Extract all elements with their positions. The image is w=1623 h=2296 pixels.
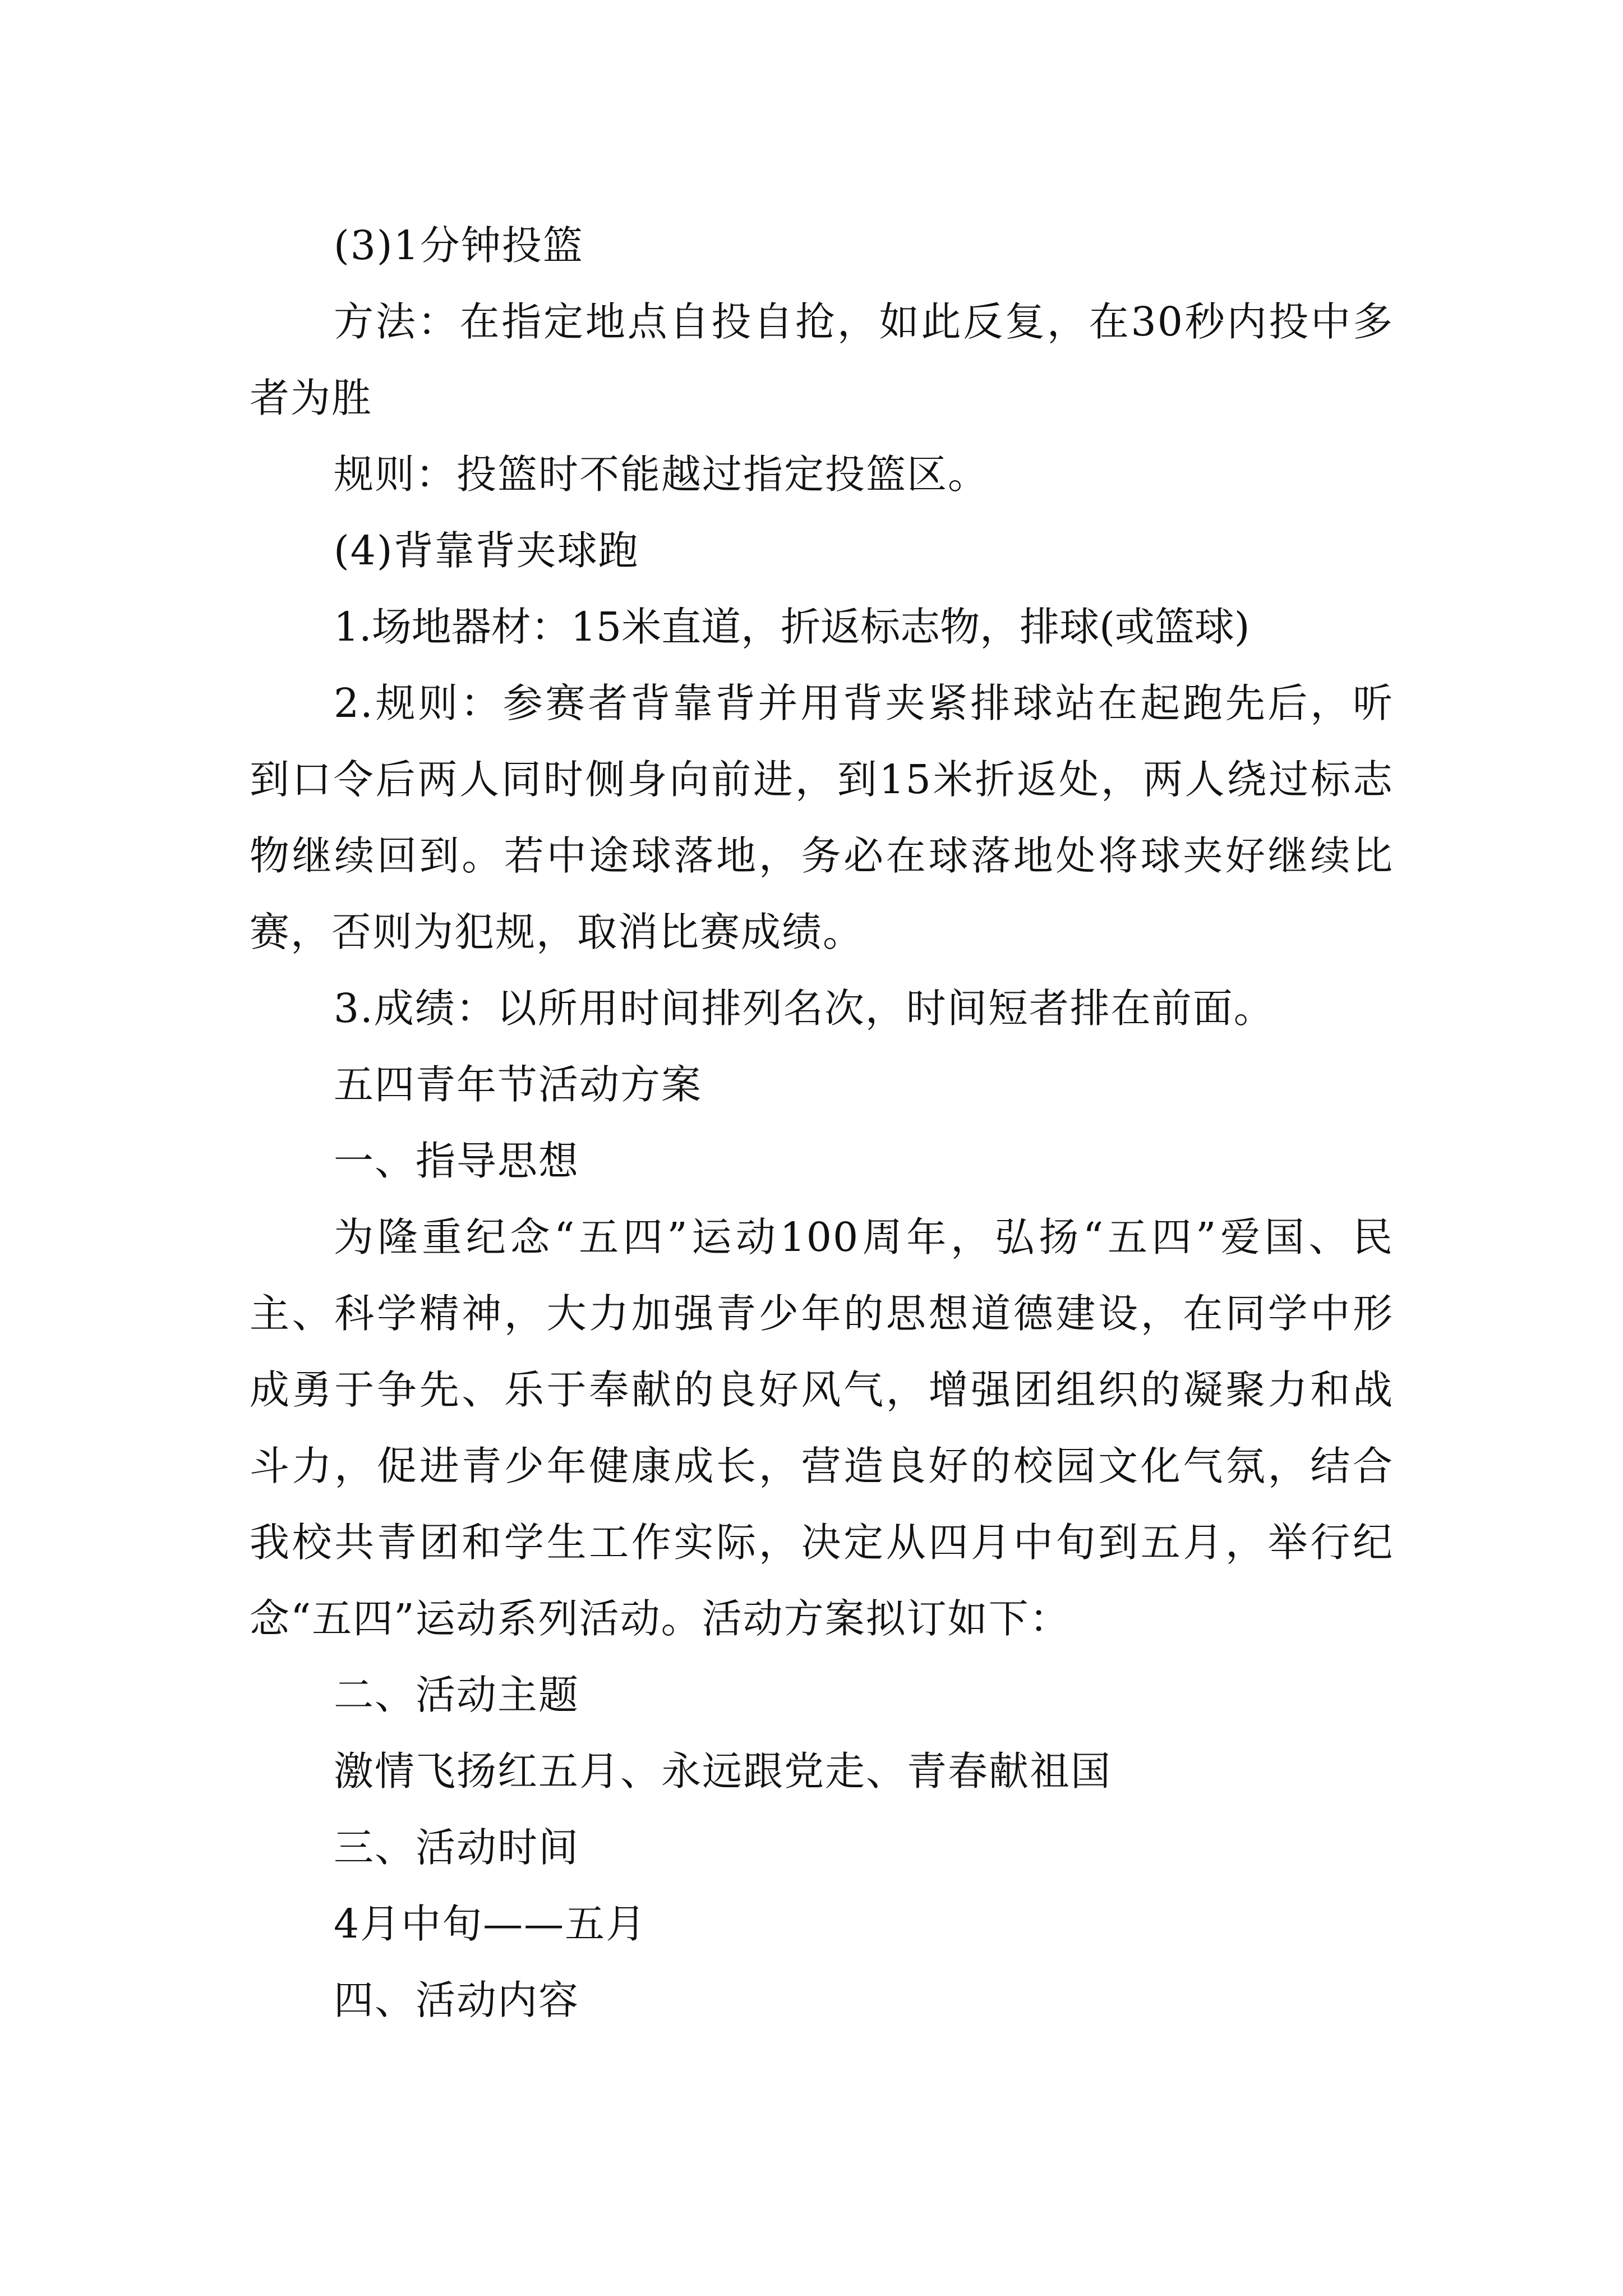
paragraph-equipment: 1.场地器材：15米直道，折返标志物，排球(或篮球) bbox=[334, 604, 1250, 650]
paragraph-theme: 激情飞扬红五月、永远跟党走、青春献祖国 bbox=[334, 1748, 1112, 1795]
paragraph-method: 方法：在指定地点自投自抢，如此反复，在30秒内投中多者为胜 bbox=[250, 298, 1394, 421]
paragraph-guiding-ideology: 为隆重纪念“五四”运动100周年，弘扬“五四”爱国、民主、科学精神，大力加强青少年的思想道德建设，在同学中形成勇于争先、乐于奉献的良好风气，增强团组织的凝聚力和战斗力，促进青少年健康成长，营造良好的校园文化气氛，结合我校共青团和学生工作实际，决定从四月中旬到五月，举行纪念“五四”运动系列活动。活动方案拟订如下： bbox=[250, 1214, 1394, 1642]
item-heading-back-to-back: (4)背靠背夹球跑 bbox=[334, 527, 639, 574]
section-heading-time: 三、活动时间 bbox=[334, 1824, 580, 1871]
paragraph-scoring: 3.成绩：以所用时间排列名次，时间短者排在前面。 bbox=[334, 985, 1275, 1032]
section-title-plan: 五四青年节活动方案 bbox=[334, 1061, 703, 1108]
paragraph-rule: 规则：投篮时不能越过指定投篮区。 bbox=[334, 451, 989, 498]
document-body bbox=[250, 208, 1394, 2039]
paragraph-rules-detail: 2.规则：参赛者背靠背并用背夹紧排球站在起跑先后，听到口令后两人同时侧身向前进，到15米折返处，两人绕过标志物继续回到。若中途球落地，务必在球落地处将球夹好继续比赛，否则为犯规，取消比赛成绩。 bbox=[250, 680, 1394, 955]
paragraph-time: 4月中旬——五月 bbox=[334, 1901, 647, 1947]
section-heading-theme: 二、活动主题 bbox=[334, 1672, 580, 1718]
section-heading-content: 四、活动内容 bbox=[334, 1977, 580, 2023]
section-heading-guiding-ideology: 一、指导思想 bbox=[334, 1138, 580, 1184]
item-heading-basket-shooting: (3)1分钟投篮 bbox=[334, 222, 584, 269]
